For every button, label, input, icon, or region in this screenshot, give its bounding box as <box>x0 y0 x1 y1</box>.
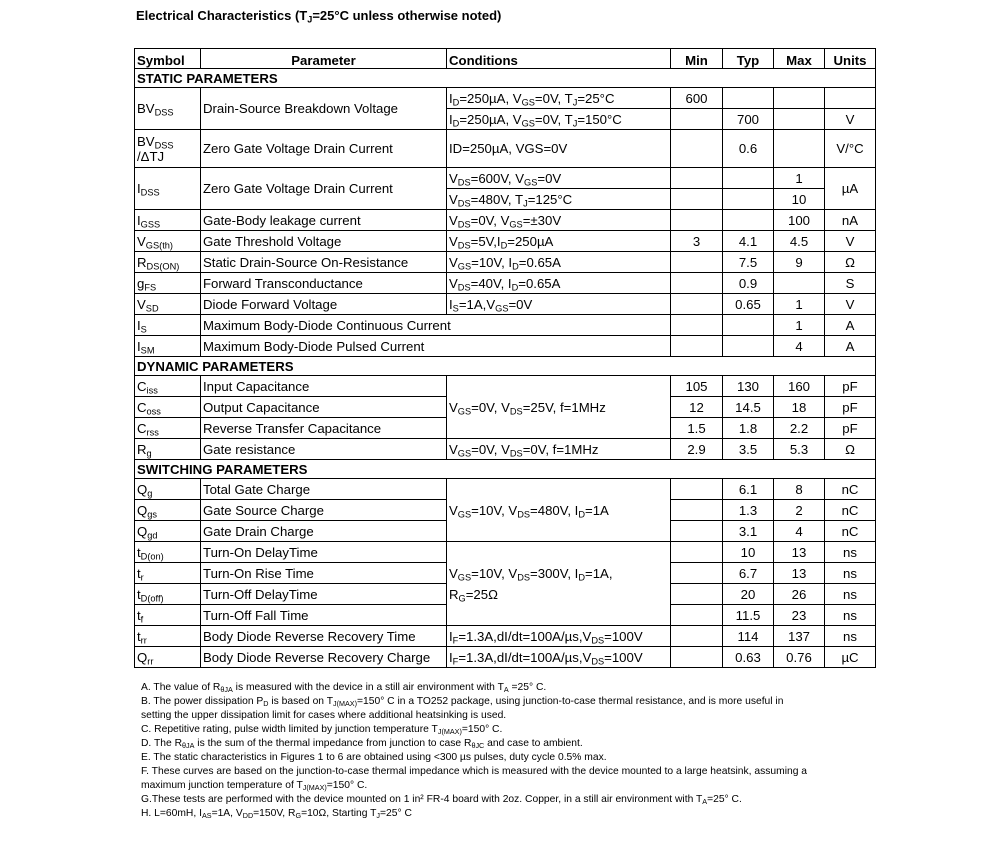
parameter-cell: Output Capacitance <box>201 397 447 418</box>
max-cell: 160 <box>774 376 825 397</box>
parameter-cell: Maximum Body-Diode Continuous Current <box>201 315 671 336</box>
min-cell: 2.9 <box>671 439 723 460</box>
table-row <box>135 479 876 500</box>
parameter-cell: Drain-Source Breakdown Voltage <box>201 88 447 130</box>
section-dynamic: DYNAMIC PARAMETERS <box>135 357 876 376</box>
typ-cell: 114 <box>723 626 774 647</box>
min-cell <box>671 563 723 584</box>
min-cell <box>671 294 723 315</box>
max-cell: 4 <box>774 336 825 357</box>
table-row <box>135 439 876 460</box>
symbol-cell: $R_g$ <box>135 439 201 460</box>
footnotes <box>141 681 881 821</box>
parameter-cell: Zero Gate Voltage Drain Current <box>201 168 447 210</box>
units-cell: S <box>825 273 876 294</box>
units-cell: Ω <box>825 252 876 273</box>
typ-cell: 14.5 <box>723 397 774 418</box>
parameter-cell: Gate Source Charge <box>201 500 447 521</box>
symbol-cell: $C_{rss}$ <box>135 418 201 439</box>
col-header-parameter: Parameter <box>201 49 447 69</box>
conditions-cell: $V_{DS}=600V$, $V_{GS}=0V$ <box>447 168 671 189</box>
footnote: E. The static characteristics in Figures 1 to 6 are obtained using <300 µs pulses, duty cycle 0.5% max. <box>141 752 607 763</box>
max-cell: 4.5 <box>774 231 825 252</box>
conditions-cell: $V_{GS}=10V$, $V_{DS}=300V$, $I_D=1A$, $R_G=25\Omega$ <box>447 542 671 626</box>
conditions-cell: $I_S=1A,V_{GS}=0V$ <box>447 294 671 315</box>
symbol-cell: $g_{FS}$ <box>135 273 201 294</box>
min-cell <box>671 210 723 231</box>
typ-cell: 700 <box>723 109 774 130</box>
max-cell: 0.76 <box>774 647 825 668</box>
symbol-cell: $Q_{gd}$ <box>135 521 201 542</box>
min-cell <box>671 542 723 563</box>
min-cell <box>671 500 723 521</box>
min-cell: 600 <box>671 88 723 109</box>
footnote: B. The power dissipation $P_D$ is based on $T_{J(MAX)}=150^\circ$ C in a TO252 package, using junction-to-case thermal resistance, and is more useful in <box>141 696 784 708</box>
col-header-typ: Typ <box>723 49 774 69</box>
max-cell: 23 <box>774 605 825 626</box>
units-cell: ns <box>825 605 876 626</box>
parameter-cell: Total Gate Charge <box>201 479 447 500</box>
symbol-cell: $BV_{DSS}$ <box>135 88 201 130</box>
max-cell: 26 <box>774 584 825 605</box>
units-cell <box>825 88 876 109</box>
parameter-cell: Gate-Body leakage current <box>201 210 447 231</box>
section-switching: SWITCHING PARAMETERS <box>135 460 876 479</box>
units-cell: nC <box>825 479 876 500</box>
units-cell: V <box>825 109 876 130</box>
max-cell <box>774 130 825 168</box>
max-cell: 13 <box>774 542 825 563</box>
max-cell: 13 <box>774 563 825 584</box>
table-row <box>135 315 876 336</box>
min-cell <box>671 336 723 357</box>
symbol-cell: $I_{SM}$ <box>135 336 201 357</box>
table-row <box>135 542 876 563</box>
units-cell: V <box>825 294 876 315</box>
max-cell: 9 <box>774 252 825 273</box>
table-row <box>135 336 876 357</box>
units-cell: nA <box>825 210 876 231</box>
max-cell: 1 <box>774 315 825 336</box>
typ-cell <box>723 88 774 109</box>
table-row <box>135 252 876 273</box>
symbol-cell: $t_r$ <box>135 563 201 584</box>
footnote: A. The value of $R_{\theta JA}$ is measured with the device in a still air environment with $T_A =25^\circ$ C. <box>141 682 547 694</box>
parameter-cell: Turn-On Rise Time <box>201 563 447 584</box>
typ-cell: 11.5 <box>723 605 774 626</box>
min-cell <box>671 130 723 168</box>
conditions-cell: $V_{GS}=0V$, $V_{DS}=25V$, f=1MHz <box>447 376 671 439</box>
min-cell <box>671 189 723 210</box>
max-cell: 100 <box>774 210 825 231</box>
conditions-cell: $V_{GS}=10V$, $V_{DS}=480V$, $I_D=1A$ <box>447 479 671 542</box>
typ-cell: 1.3 <box>723 500 774 521</box>
max-cell: 1 <box>774 168 825 189</box>
min-cell <box>671 626 723 647</box>
max-cell <box>774 109 825 130</box>
min-cell: 1.5 <box>671 418 723 439</box>
symbol-cell: $I_{DSS}$ <box>135 168 201 210</box>
min-cell <box>671 168 723 189</box>
footnote: H. L=60mH, $I_{AS}=1A$, $V_{DD}=150V$, $R_G=10\Omega$, Starting $T_J=25^\circ$ C <box>141 808 412 820</box>
symbol-cell: $V_{GS(th)}$ <box>135 231 201 252</box>
min-cell <box>671 273 723 294</box>
symbol-cell: $BV_{DSS}$ /ΔTJ <box>135 130 201 168</box>
conditions-cell: $V_{DS}=5V,I_D=250\mu A$ <box>447 231 671 252</box>
footnote: D. The $R_{\theta JA}$ is the sum of the thermal impedance from junction to case $R_{\theta JC}$ and case to ambient. <box>141 738 583 750</box>
units-cell: µC <box>825 647 876 668</box>
parameter-cell: Gate Threshold Voltage <box>201 231 447 252</box>
max-cell: 4 <box>774 521 825 542</box>
min-cell: 3 <box>671 231 723 252</box>
conditions-cell: $V_{DS}=480V$, $T_J=125^\circ C$ <box>447 189 671 210</box>
min-cell <box>671 647 723 668</box>
min-cell <box>671 605 723 626</box>
parameter-cell: Turn-On DelayTime <box>201 542 447 563</box>
units-cell: pF <box>825 376 876 397</box>
symbol-cell: $Q_{gs}$ <box>135 500 201 521</box>
electrical-characteristics-table <box>134 48 876 668</box>
symbol-cell: $C_{oss}$ <box>135 397 201 418</box>
typ-cell <box>723 168 774 189</box>
max-cell: 2 <box>774 500 825 521</box>
units-cell: pF <box>825 418 876 439</box>
table-row <box>135 647 876 668</box>
parameter-cell: Maximum Body-Diode Pulsed Current <box>201 336 671 357</box>
conditions-cell: $V_{DS}=40V$, $I_D=0.65A$ <box>447 273 671 294</box>
symbol-cell: $Q_g$ <box>135 479 201 500</box>
units-cell: ns <box>825 584 876 605</box>
max-cell: 18 <box>774 397 825 418</box>
footnote: F. These curves are based on the junction-to-case thermal impedance which is measured with the device mounted to a large heatsink, assuming a <box>141 766 808 777</box>
parameter-cell: Input Capacitance <box>201 376 447 397</box>
min-cell <box>671 584 723 605</box>
typ-cell: 0.6 <box>723 130 774 168</box>
table-row <box>135 231 876 252</box>
min-cell: 105 <box>671 376 723 397</box>
table-row <box>135 626 876 647</box>
units-cell: A <box>825 336 876 357</box>
max-cell: 2.2 <box>774 418 825 439</box>
units-cell: ns <box>825 542 876 563</box>
max-cell: 1 <box>774 294 825 315</box>
units-cell: ns <box>825 626 876 647</box>
typ-cell: 7.5 <box>723 252 774 273</box>
typ-cell <box>723 315 774 336</box>
symbol-cell: $Q_{rr}$ <box>135 647 201 668</box>
parameter-cell: Body Diode Reverse Recovery Time <box>201 626 447 647</box>
parameter-cell: Turn-Off Fall Time <box>201 605 447 626</box>
conditions-cell: $I_D=250\mu A$, $V_{GS}=0V$, $T_J=25^\circ C$ <box>447 88 671 109</box>
units-cell: A <box>825 315 876 336</box>
typ-cell: 20 <box>723 584 774 605</box>
typ-cell <box>723 210 774 231</box>
conditions-cell: $V_{DS}=0V$, $V_{GS}=\pm 30V$ <box>447 210 671 231</box>
footnote: G.These tests are performed with the device mounted on 1 in² FR-4 board with 2oz. Copper, in a still air environment with $T_A=25^\circ$ C. <box>141 794 742 806</box>
typ-cell <box>723 336 774 357</box>
max-cell: 10 <box>774 189 825 210</box>
max-cell: 8 <box>774 479 825 500</box>
min-cell: 12 <box>671 397 723 418</box>
table-row <box>135 210 876 231</box>
conditions-cell: $V_{GS}=10V$, $I_D=0.65A$ <box>447 252 671 273</box>
parameter-cell: Static Drain-Source On-Resistance <box>201 252 447 273</box>
symbol-cell: $V_{SD}$ <box>135 294 201 315</box>
max-cell: 5.3 <box>774 439 825 460</box>
table-row <box>135 376 876 397</box>
col-header-max: Max <box>774 49 825 69</box>
footnote: C. Repetitive rating, pulse width limited by junction temperature $T_{J(MAX)}=150^\circ$ C. <box>141 724 503 736</box>
table-row <box>135 273 876 294</box>
parameter-cell: Diode Forward Voltage <box>201 294 447 315</box>
conditions-cell: $I_D=250\mu A$, $V_{GS}=0V$, $T_J=150^\circ C$ <box>447 109 671 130</box>
conditions-cell: $I_F=1.3A,dI/dt=100A/\mu s,V_{DS}=100V$ <box>447 647 671 668</box>
units-cell: ns <box>825 563 876 584</box>
parameter-cell: Forward Transconductance <box>201 273 447 294</box>
typ-cell: 0.9 <box>723 273 774 294</box>
col-header-min: Min <box>671 49 723 69</box>
conditions-cell: ID=250µA, VGS=0V <box>447 130 671 168</box>
min-cell <box>671 479 723 500</box>
typ-cell: 130 <box>723 376 774 397</box>
max-cell <box>774 88 825 109</box>
conditions-cell: $I_F=1.3A,dI/dt=100A/\mu s,V_{DS}=100V$ <box>447 626 671 647</box>
symbol-cell: $C_{iss}$ <box>135 376 201 397</box>
units-cell: Ω <box>825 439 876 460</box>
symbol-cell: $t_{D(off)}$ <box>135 584 201 605</box>
units-cell: pF <box>825 397 876 418</box>
parameter-cell: Turn-Off DelayTime <box>201 584 447 605</box>
col-header-conditions: Conditions <box>447 49 671 69</box>
units-cell: nC <box>825 500 876 521</box>
units-cell: V/°C <box>825 130 876 168</box>
min-cell <box>671 315 723 336</box>
units-cell: V <box>825 231 876 252</box>
symbol-cell: $t_{rr}$ <box>135 626 201 647</box>
typ-cell: 4.1 <box>723 231 774 252</box>
min-cell <box>671 252 723 273</box>
table-row <box>135 88 876 109</box>
symbol-cell: $I_{GSS}$ <box>135 210 201 231</box>
conditions-cell: $V_{GS}=0V$, $V_{DS}=0V$, f=1MHz <box>447 439 671 460</box>
footnote: setting the upper dissipation limit for cases where additional heatsinking is used. <box>141 710 507 721</box>
typ-cell: 3.1 <box>723 521 774 542</box>
typ-cell: 0.63 <box>723 647 774 668</box>
min-cell <box>671 521 723 542</box>
symbol-cell: $R_{DS(ON)}$ <box>135 252 201 273</box>
typ-cell: 0.65 <box>723 294 774 315</box>
page-title: Electrical Characteristics ($T_J=25^\circ C$ unless otherwise noted) <box>136 8 502 25</box>
max-cell: 137 <box>774 626 825 647</box>
table-row <box>135 294 876 315</box>
col-header-symbol: Symbol <box>135 49 201 69</box>
symbol-cell: $t_f$ <box>135 605 201 626</box>
section-static: STATIC PARAMETERS <box>135 69 876 88</box>
footnote: maximum junction temperature of $T_{J(MAX)}=150^\circ$ C. <box>141 780 368 792</box>
min-cell <box>671 109 723 130</box>
table-row <box>135 168 876 189</box>
typ-cell <box>723 189 774 210</box>
parameter-cell: Gate Drain Charge <box>201 521 447 542</box>
symbol-cell: $I_S$ <box>135 315 201 336</box>
typ-cell: 6.1 <box>723 479 774 500</box>
parameter-cell: Zero Gate Voltage Drain Current <box>201 130 447 168</box>
typ-cell: 10 <box>723 542 774 563</box>
table-row <box>135 130 876 168</box>
parameter-cell: Reverse Transfer Capacitance <box>201 418 447 439</box>
typ-cell: 6.7 <box>723 563 774 584</box>
units-cell: µA <box>825 168 876 210</box>
col-header-units: Units <box>825 49 876 69</box>
parameter-cell: Body Diode Reverse Recovery Charge <box>201 647 447 668</box>
symbol-cell: $t_{D(on)}$ <box>135 542 201 563</box>
typ-cell: 3.5 <box>723 439 774 460</box>
units-cell: nC <box>825 521 876 542</box>
max-cell <box>774 273 825 294</box>
header-row <box>135 49 876 69</box>
typ-cell: 1.8 <box>723 418 774 439</box>
parameter-cell: Gate resistance <box>201 439 447 460</box>
